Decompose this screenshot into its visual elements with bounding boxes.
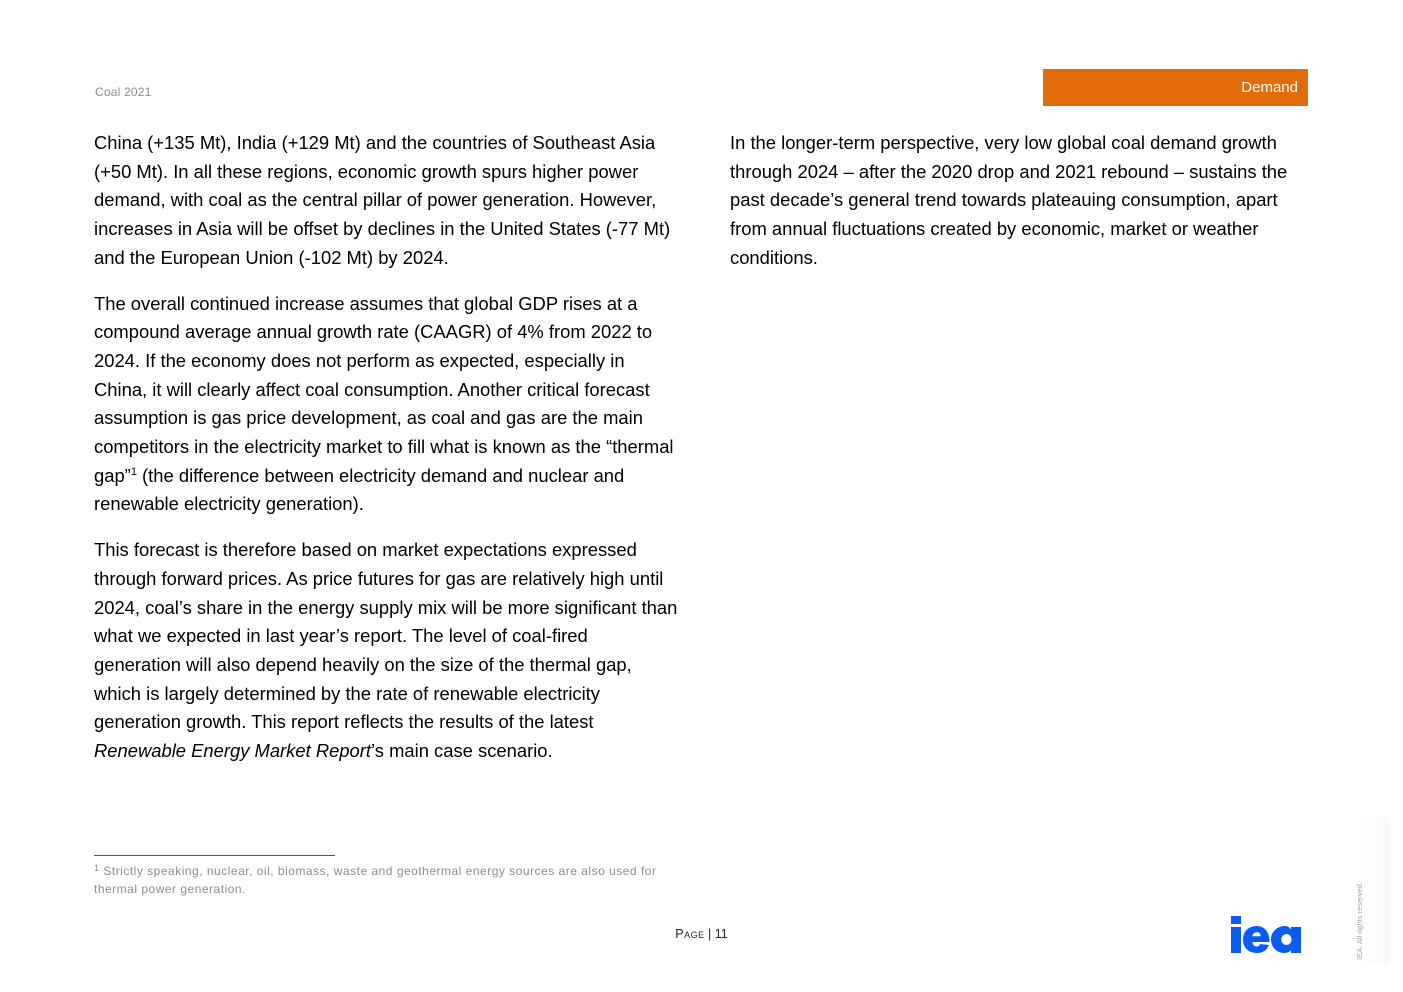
page-number xyxy=(0,927,1403,941)
page-label: Page xyxy=(675,927,705,941)
logo-a xyxy=(1271,926,1301,953)
left-paragraph-3-text-a: This forecast is therefore based on market expectations expressed through forward prices. As price futures for gas are relatively high until 2024, coal’s share in the energy supply mix will be more significant than what we expected in last year’s report. The level of coal-fired generation will also depend heavily on the size of the thermal gap, which is largely determined by the rate of renewable electricity generation growth. This report reflects the results of the latest xyxy=(94,539,678,733)
right-column xyxy=(730,129,1315,273)
iea-logo-icon xyxy=(1229,916,1309,953)
left-paragraph-3 xyxy=(94,536,679,766)
page-number-value: 11 xyxy=(714,927,728,941)
left-paragraph-2-text-b: (the difference between electricity demand and nuclear and renewable electricity generation). xyxy=(94,464,625,515)
left-paragraph-3-text-b: ’s main case scenario. xyxy=(371,740,553,762)
right-paragraph-1: In the longer-term perspective, very low global coal demand growth through 2024 – after the 2020 drop and 2021 rebound – sustains the past decade’s general trend towards plateauing consumption, apart from annual fluctuations created by economic, market or weather conditions. xyxy=(730,132,1288,268)
left-column xyxy=(94,129,679,766)
section-tab-label: Demand xyxy=(1241,79,1298,96)
page-separator: | xyxy=(704,927,715,941)
report-title-italic: Renewable Energy Market Report xyxy=(94,740,372,762)
left-paragraph-2 xyxy=(94,290,679,520)
left-paragraph-2-text-a: The overall continued increase assumes that global GDP rises at a compound average annual growth rate (CAAGR) of 4% from 2022 to 2024. If the economy does not perform as expected, especially in China, it will clearly affect coal consumption. Another critical forecast assumption is gas price development, as coal and gas are the main competitors in the electricity market to fill what is known as the “thermal gap” xyxy=(94,292,674,486)
document-title: Coal 2021 xyxy=(95,85,152,99)
footnote-divider xyxy=(94,855,335,856)
footnote-reference[interactable]: 1 xyxy=(130,465,137,478)
footnote-marker: 1 xyxy=(94,863,100,873)
rights-notice: IEA. All rights reserved. xyxy=(1355,882,1364,960)
left-paragraph-1: China (+135 Mt), India (+129 Mt) and the countries of Southeast Asia (+50 Mt). In all these regions, economic growth spurs higher power demand, with coal as the central pillar of power generation. However, increases in Asia will be offset by declines in the United States (-77 Mt) and the European Union (-102 Mt) by 2024. xyxy=(94,132,671,268)
section-tab-demand xyxy=(1043,69,1308,106)
footnote xyxy=(94,863,684,898)
footnote-text: Strictly speaking, nuclear, oil, biomass, waste and geothermal energy sources are also used for thermal power generation. xyxy=(94,864,657,896)
logo-i-dot xyxy=(1231,916,1241,924)
logo-i-stem xyxy=(1231,927,1241,953)
logo-e xyxy=(1243,926,1270,953)
